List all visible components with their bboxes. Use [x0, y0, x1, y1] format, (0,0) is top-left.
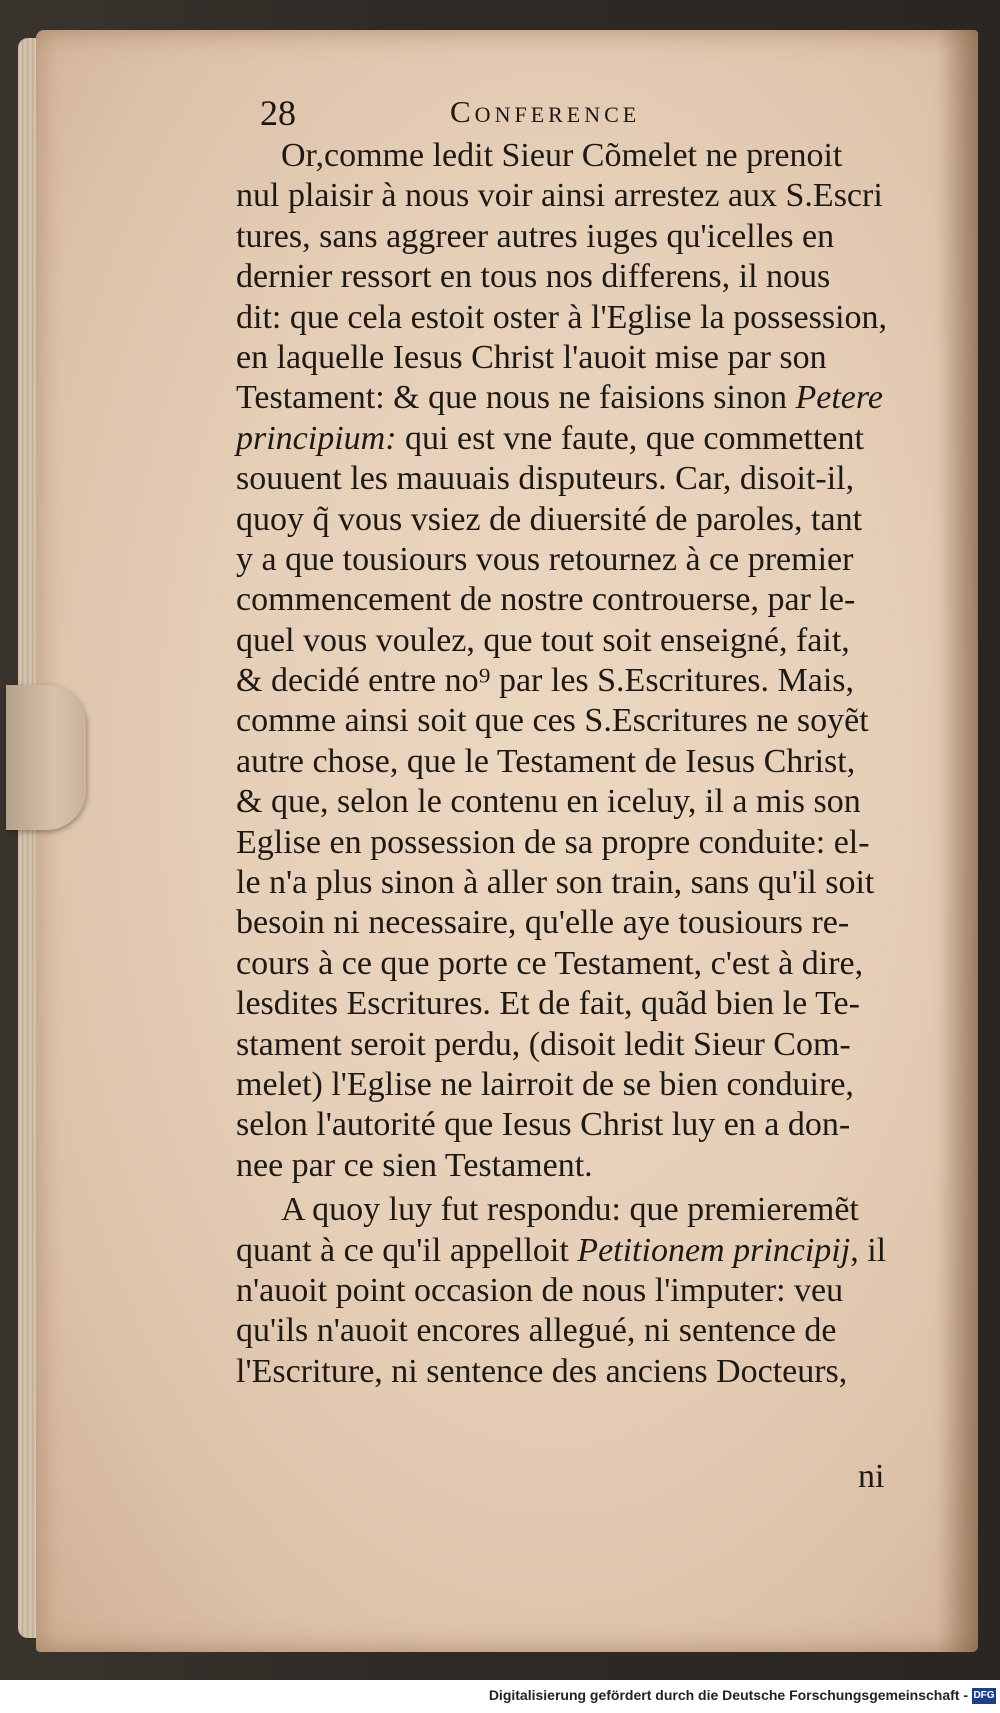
paragraph-2 — [236, 1190, 926, 1392]
text-line: n'auoit point occasion de nous l'imputer: veu — [236, 1271, 844, 1309]
page-number: 28 — [260, 93, 296, 133]
text-line: melet) l'Eglise ne lairroit de se bien conduire, — [236, 1065, 854, 1103]
text-line: Eglise en possession de sa propre conduite: el- — [236, 823, 870, 861]
text-line: tures, sans aggreer autres iuges qu'icelles en — [236, 217, 835, 255]
text-line — [236, 378, 926, 418]
page-tab-clip — [6, 685, 86, 830]
text-segment: quant à ce qu'il appelloit — [236, 1231, 569, 1269]
text-line: quel vous voulez, que tout soit enseigné, fait, — [236, 621, 850, 659]
text-line: & decidé entre nо⁹ par les S.Escritures. Mais, — [236, 662, 855, 700]
text-line: stament seroit perdu, (disoit ledit Sieur Com- — [236, 1025, 851, 1063]
text-line: autre chose, que le Testament de Iesus Christ, — [236, 742, 856, 780]
text-line: Or,comme ledit Sieur Cõmelet ne prenoit — [281, 137, 843, 174]
text-line: qu'ils n'auoit encores allegué, ni sentence de — [236, 1312, 837, 1350]
text-line — [236, 1231, 926, 1271]
dfg-logo: DFG — [972, 1688, 996, 1704]
body-text — [236, 136, 926, 1392]
page-gutter-shadow — [938, 30, 978, 1652]
text-line: l'Escriture, ni sentence des anciens Docteurs, — [236, 1352, 848, 1390]
text-line: y a que tousiours vous retournez à ce premier — [236, 540, 854, 578]
text-line: le n'a plus sinon à aller son train, sans qu'il soit — [236, 864, 875, 902]
text-line: dernier ressort en tous nos differens, il nous — [236, 258, 831, 296]
catchword: ni — [858, 1458, 885, 1495]
footer-bar — [0, 1680, 1000, 1713]
italic-phrase: Petitionem principij — [577, 1231, 851, 1269]
text-line: en laquelle Iesus Christ l'auoit mise par son — [236, 338, 827, 376]
text-segment: Testament: & que nous ne faisions sinon — [236, 379, 787, 417]
text-line: nul plaisir à nous voir ainsi arrestez aux S.Escri — [236, 177, 883, 215]
text-segment: qui est vne faute, que commettent — [405, 419, 864, 457]
text-line: quoy q̃ vous vsiez de diuersité de paroles, tant — [236, 500, 863, 538]
text-line: & que, selon le contenu en iceluy, il a mis son — [236, 783, 861, 821]
text-line: cours à ce que porte ce Testament, c'est à dire, — [236, 944, 864, 982]
text-line: selon l'autorité que Iesus Christ luy en a don- — [236, 1106, 851, 1144]
italic-phrase: Petere — [795, 379, 883, 417]
text-line: comme ainsi soit que ces S.Escritures ne soyẽt — [236, 702, 869, 740]
text-line: lesdites Escritures. Et de fait, quãd bien le Te- — [236, 985, 860, 1023]
text-line: commencement de nostre controuerse, par le- — [236, 581, 856, 619]
text-line: souuent les mauuais disputeurs. Car, disoit-il, — [236, 460, 855, 498]
text-line — [236, 419, 926, 459]
text-line: besoin ni necessaire, qu'elle aye tousiours re- — [236, 904, 850, 942]
running-head — [260, 92, 920, 132]
text-line: A quoy luy fut respondu: que premieremẽt — [281, 1191, 859, 1229]
text-line: dit: que cela estoit oster à l'Eglise la possession, — [236, 298, 888, 336]
running-title: Conference — [450, 94, 641, 129]
paragraph-1 — [236, 136, 926, 1186]
footer-credit: Digitalisierung gefördert durch die Deutsche Forschungsgemeinschaft - — [488, 1687, 968, 1703]
text-line: nee par ce sien Testament. — [236, 1146, 593, 1184]
text-segment: , il — [850, 1231, 887, 1269]
italic-phrase: principium: — [236, 419, 397, 457]
